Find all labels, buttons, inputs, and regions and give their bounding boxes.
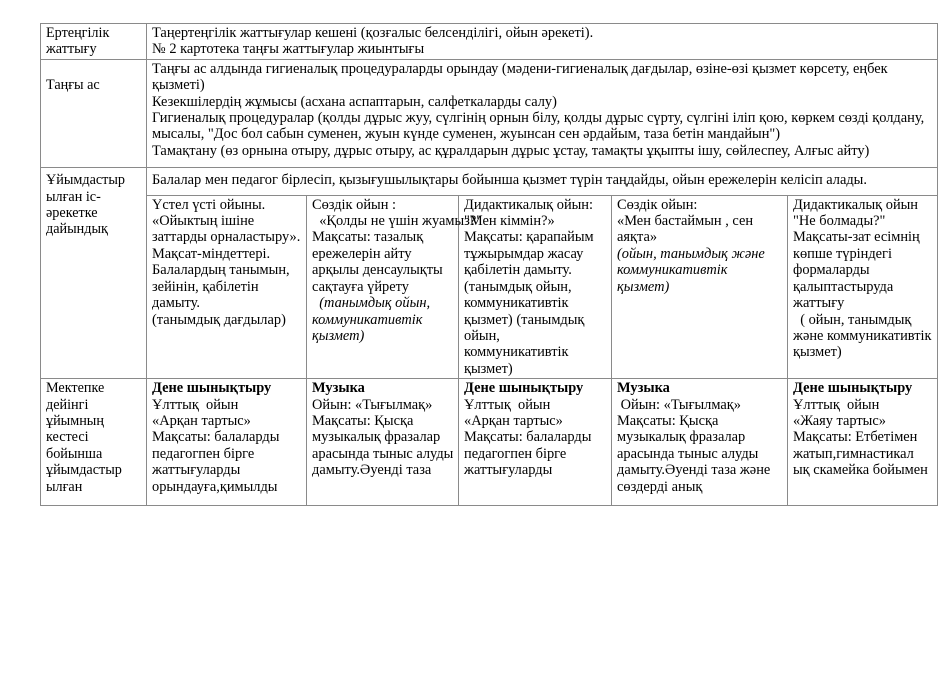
org-prep-intro: Балалар мен педагог бірлесіп, қызығушылықтары бойынша қызмет түрін таңдайды, ойын ережелерін келісіп алады. <box>147 168 938 195</box>
subject-title: Дене шынықтыру <box>793 380 913 397</box>
org-prep-day-2 <box>307 195 483 378</box>
day-line: (танымдық дағдылар) <box>152 311 286 328</box>
day-line: Мақсаты: қарапайым тұжырымдар жасау қабілетін дамыту. <box>464 229 594 279</box>
day-line: Мақсаты-зат есімнің көпше түріндегі формаларды қалыптастыруда жаттығу <box>793 229 920 312</box>
daily-plan-table <box>40 23 938 506</box>
day-line: Ойын: «Тығылмақ» <box>617 396 741 413</box>
day-line: «Ойыктың ішіне заттарды орналастыру». <box>152 213 301 246</box>
day-line: Ұлттық ойын <box>152 396 239 413</box>
content-line: № 2 картотека таңғы жаттығулар жиынтығы <box>152 41 425 58</box>
day-note: (ойын, танымдық және коммуникативтік қызмет) <box>617 245 765 295</box>
org-prep-day-1 <box>147 195 307 378</box>
day-line: Ойын: «Тығылмақ» <box>312 396 433 413</box>
schedule-day-3 <box>459 379 612 506</box>
day-line: «Арқан тартыс» <box>464 412 563 429</box>
subject-title: Дене шынықтыру <box>152 380 272 397</box>
schedule-day-5 <box>788 379 938 506</box>
day-line: "Мен кіммін?» <box>464 213 555 230</box>
day-line: Сөздік ойын : <box>312 196 396 213</box>
day-line: Мақсаты: балаларды педагогпен бірге жаттығуларды орындауға,қимылды <box>152 429 280 495</box>
schedule-day-1 <box>147 379 307 506</box>
schedule-day-4 <box>612 379 788 506</box>
org-prep-day-4 <box>612 195 788 378</box>
morning-exercise-content <box>147 24 938 60</box>
day-line: «Жаяу тартыс» <box>793 412 886 429</box>
day-line: «Арқан тартыс» <box>152 412 251 429</box>
content-line: Таңғы ас алдында гигиеналық процедураларды орындау (мәдени-гигиеналық дағдылар, өзіне-өзі қызмет көрсету, еңбек қызметі) <box>152 60 888 94</box>
day-line: «Қолды не үшін жуамыз?" <box>312 213 483 230</box>
org-prep-day-5 <box>788 195 938 378</box>
day-line: Ұлттық ойын <box>793 396 880 413</box>
day-line: Үстел үсті ойыны. <box>152 196 266 213</box>
day-line: Сөздік ойын: <box>617 196 698 213</box>
row-label-org-prep: Ұйымдастыр ылған іс-әрекетке дайындық <box>41 168 147 379</box>
subject-title: Музыка <box>312 380 365 397</box>
row-label-morning-exercise: Ертеңгілік жаттығу <box>41 24 147 60</box>
row-schedule <box>41 379 938 506</box>
day-note: (танымдық ойын, коммуникативтік қызмет) <box>312 295 434 344</box>
row-label-schedule: Мектепке дейінгі ұйымның кестесі бойынша ұйымдастыр ылған <box>41 379 147 506</box>
day-line: Мақсаты: балаларды педагогпен бірге жаттығуларды <box>464 429 592 479</box>
content-line: Таңертеңгілік жаттығулар кешені (қозғалыс белсенділігі, ойын әрекеті). <box>152 25 594 41</box>
row-morning-exercise <box>41 24 938 60</box>
day-line: Дидактикалық ойын "Не болмады?" <box>793 196 919 230</box>
day-line: Ұлттық ойын <box>464 396 551 413</box>
day-line: Дидактикалық ойын: <box>464 196 594 213</box>
subject-title: Музыка <box>617 380 670 397</box>
day-line: (танымдық ойын, коммуникативтік қызмет) (танымдық ойын, коммуникативтік қызмет) <box>464 278 585 377</box>
content-line: Тамақтану (өз орнына отыру, дұрыс отыру, ас құралдарын дұрыс ұстау, тамақты ұқыпты ішу, сөйлеспеу, Алғыс айту) <box>152 142 870 159</box>
day-line: Мақсаты: Етбетімен жатып,гимнастикал ық скамейка бойымен <box>793 429 928 479</box>
day-line: Мақсаты: Қысқа музыкалық фразалар арасында тыныс алуды дамыту.Әуенді таза және сөздерді анық <box>617 412 771 495</box>
row-org-prep-days <box>41 195 938 378</box>
day-line: Мақсаты: Қысқа музыкалық фразалар арасында тыныс алуды дамыту.Әуенді таза <box>312 412 454 479</box>
day-line: Балалардың танымын, зейінін, қабілетін дамыту. <box>152 262 290 312</box>
breakfast-content <box>147 59 938 167</box>
row-org-prep <box>41 168 938 195</box>
content-line: Кезекшілердің жұмысы (асхана аспаптарын, салфеткаларды салу) <box>152 93 557 110</box>
day-line: «Мен бастаймын , сен аяқта» <box>617 213 754 246</box>
row-breakfast <box>41 59 938 167</box>
day-line: ( ойын, танымдық және коммуникативтік қызмет) <box>793 311 936 361</box>
day-line: Мақсаты: тазалық ережелерін айту арқылы денсаулықты сақтауға үйрету <box>312 229 443 295</box>
schedule-day-2 <box>307 379 459 506</box>
day-line: Мақсат-міндеттері. <box>152 245 271 262</box>
org-prep-day-3 <box>459 195 612 378</box>
content-line: Гигиеналық процедуралар (қолды дұрыс жуу, сүлгінің орнын білу, қолды дұрыс сүрту, сүлгіні іліп қою, көркем сөзді қолдану, мысалы, "Дос бол сабын суменен, жуын күнде суменен, жуынсан сен әрдайым, таза бетін мандайын") <box>152 110 925 143</box>
subject-title: Дене шынықтыру <box>464 380 584 397</box>
row-label-breakfast: Таңғы ас <box>41 59 147 167</box>
